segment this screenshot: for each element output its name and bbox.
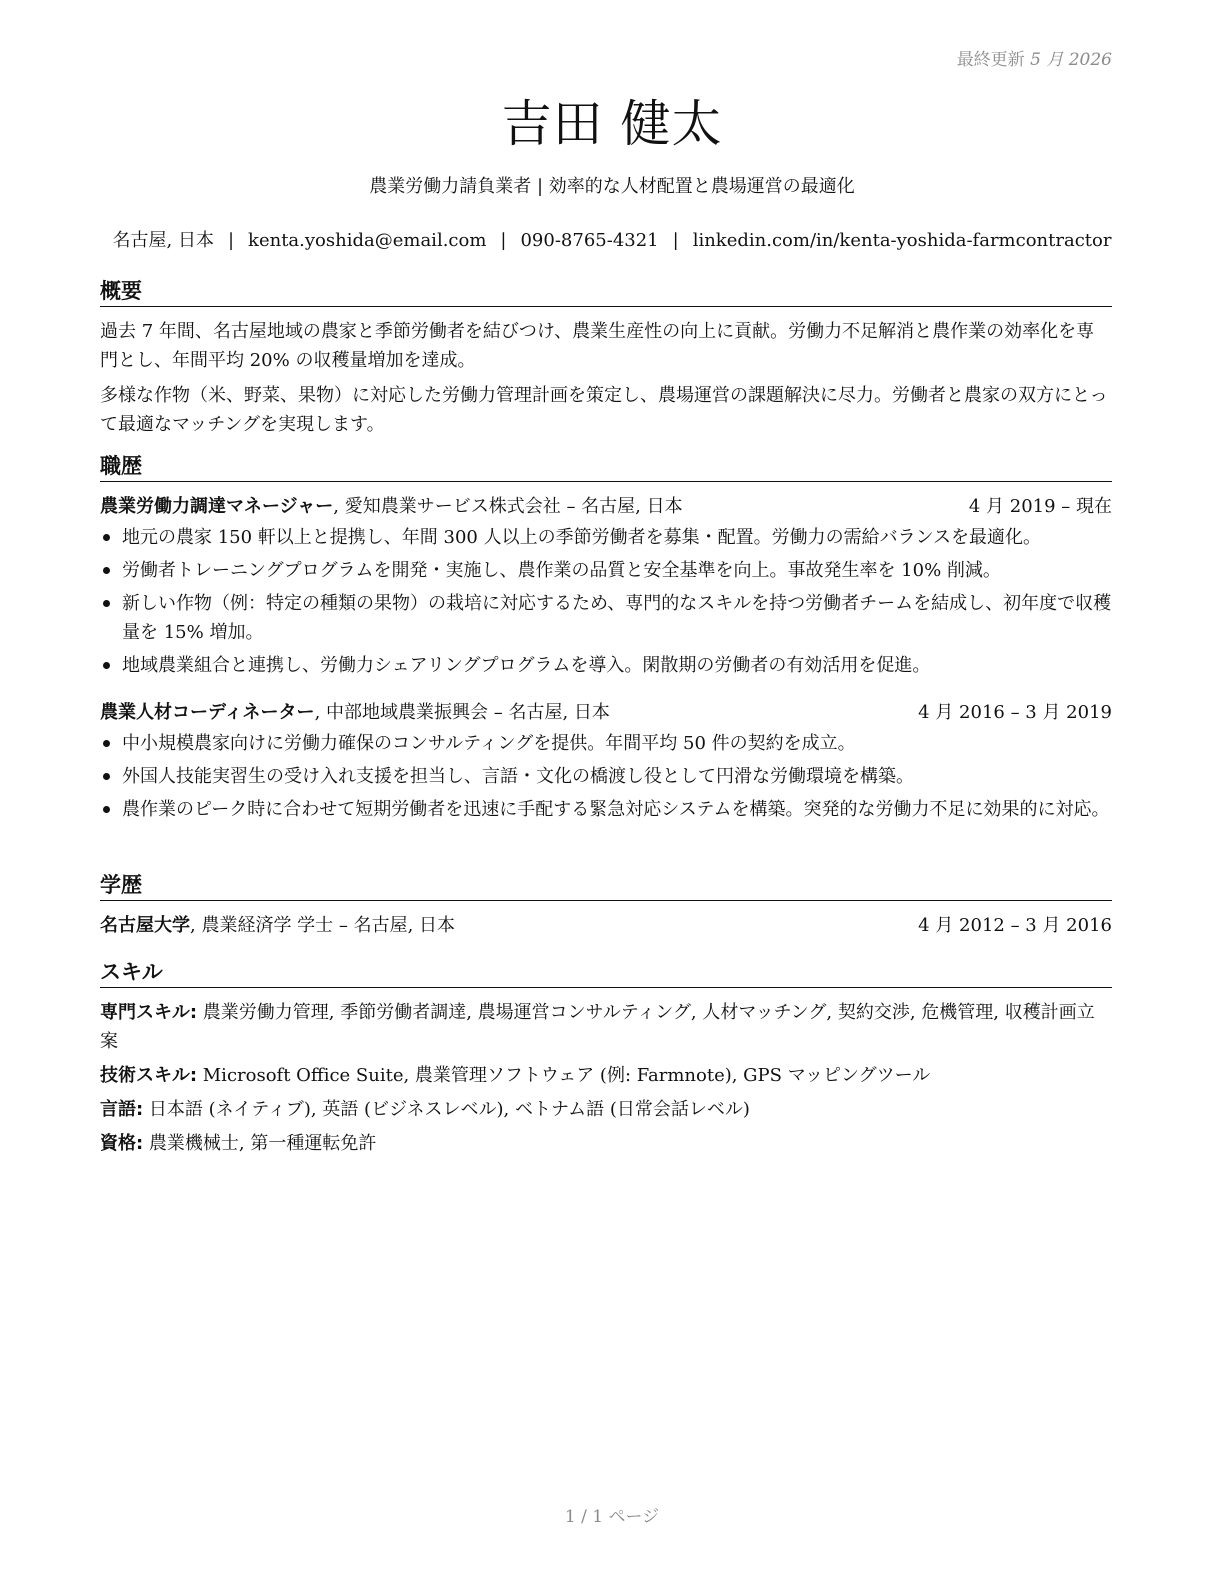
- tagline: 農業労働力請負業者 | 効率的な人材配置と農場運営の最適化: [369, 176, 855, 197]
- job-bullet: 外国人技能実習生の受け入れ支援を担当し、言語・文化の橋渡し役として円滑な労働環境を構築。: [100, 762, 1112, 791]
- job-header: [100, 492, 1112, 521]
- job-bullet: 農作業のピーク時に合わせて短期労働者を迅速に手配する緊急対応システムを構築。突発的な労働力不足に効果的に対応。: [100, 795, 1112, 824]
- job-bullet: 中小規模農家向けに労働力確保のコンサルティングを提供。年間平均 50 件の契約を成立。: [100, 729, 1112, 758]
- job-bullet: 新しい作物（例：特定の種類の果物）の栽培に対応するため、専門的なスキルを持つ労働者チームを結成し、初年度で収穫量を 15% 増加。: [100, 589, 1112, 647]
- job-bullets: [100, 523, 1112, 680]
- candidate-name: 吉田 健太: [501, 95, 723, 153]
- section-title-summary: 概要: [100, 278, 1112, 307]
- education-section: [100, 872, 1112, 940]
- job-header: [100, 698, 1112, 727]
- section-title-skills: スキル: [100, 959, 1112, 988]
- job-role: 農業労働力調達マネージャー: [100, 496, 334, 517]
- contact-location: 名古屋, 日本: [112, 230, 214, 251]
- contact-separator: |: [227, 230, 235, 251]
- job-entry: [100, 698, 1112, 824]
- skill-line: [100, 1095, 1112, 1124]
- summary-paragraph: 多様な作物（米、野菜、果物）に対応した労働力管理計画を策定し、農場運営の課題解決に尽力。労働者と農家の双方にとって最適なマッチングを実現します。: [100, 385, 1108, 435]
- job-bullet: 労働者トレーニングプログラムを開発・実施し、農作業の品質と安全基準を向上。事故発生率を 10% 削減。: [100, 556, 1112, 585]
- contact-linkedin[interactable]: linkedin.com/in/kenta-yoshida-farmcontractor: [692, 230, 1112, 251]
- job-org: , 中部地域農業振興会 – 名古屋, 日本: [314, 702, 610, 723]
- skill-label: 言語:: [100, 1099, 144, 1120]
- section-title-experience: 職歴: [100, 453, 1112, 482]
- job-entry: [100, 492, 1112, 680]
- contact-separator: |: [672, 230, 679, 251]
- job-role: 農業人材コーディネーター: [100, 702, 315, 723]
- education-detail: , 農業経済学 学士 – 名古屋, 日本: [190, 915, 456, 936]
- education-school: 名古屋大学: [100, 915, 190, 936]
- contact-phone[interactable]: 090-8765-4321: [520, 230, 659, 251]
- skill-line: [100, 998, 1112, 1056]
- education-entry: [100, 911, 1112, 940]
- skill-line: [100, 1061, 1112, 1090]
- job-bullet: 地元の農家 150 軒以上と提携し、年間 300 人以上の季節労働者を募集・配置。労働力の需給バランスを最適化。: [100, 523, 1112, 552]
- contact-separator: |: [500, 230, 507, 251]
- job-dates: 4 月 2019 – 現在: [968, 496, 1112, 517]
- skill-line: [100, 1129, 1112, 1158]
- skill-label: 専門スキル:: [100, 1002, 198, 1023]
- skill-label: 技術スキル:: [100, 1065, 198, 1086]
- job-dates: 4 月 2016 – 3 月 2019: [918, 702, 1112, 723]
- skills-section: [100, 959, 1112, 1163]
- contact-line: [0, 226, 1224, 252]
- summary-section: [100, 278, 1112, 439]
- page-number: 1 / 1 ページ: [564, 1507, 660, 1527]
- section-title-education: 学歴: [100, 872, 1112, 901]
- job-org: , 愛知農業サービス株式会社 – 名古屋, 日本: [333, 496, 683, 517]
- contact-email[interactable]: kenta.yoshida@email.com: [248, 230, 487, 251]
- experience-section: [100, 453, 1112, 828]
- education-dates: 4 月 2012 – 3 月 2016: [918, 915, 1112, 936]
- summary-paragraph: 過去 7 年間、名古屋地域の農家と季節労働者を結びつけ、農業生産性の向上に貢献。労働力不足解消と農作業の効率化を専門とし、年間平均 20% の収穫量増加を達成。: [100, 321, 1095, 371]
- job-bullets: [100, 729, 1112, 824]
- skill-value: Microsoft Office Suite, 農業管理ソフトウェア (例: Farmnote), GPS マッピングツール: [197, 1065, 931, 1086]
- skill-label: 資格:: [100, 1133, 144, 1154]
- skill-value: 日本語 (ネイティブ), 英語 (ビジネスレベル), ベトナム語 (日常会話レベル): [143, 1099, 750, 1120]
- skill-value: 農業労働力管理, 季節労働者調達, 農場運営コンサルティング, 人材マッチング, 契約交渉, 危機管理, 収穫計画立案: [100, 1002, 1095, 1052]
- skill-value: 農業機械士, 第一種運転免許: [143, 1133, 377, 1154]
- job-bullet: 地域農業組合と連携し、労働力シェアリングプログラムを導入。閑散期の労働者の有効活用を促進。: [100, 651, 1112, 680]
- last-updated: 最終更新 5 月 2026: [956, 50, 1112, 70]
